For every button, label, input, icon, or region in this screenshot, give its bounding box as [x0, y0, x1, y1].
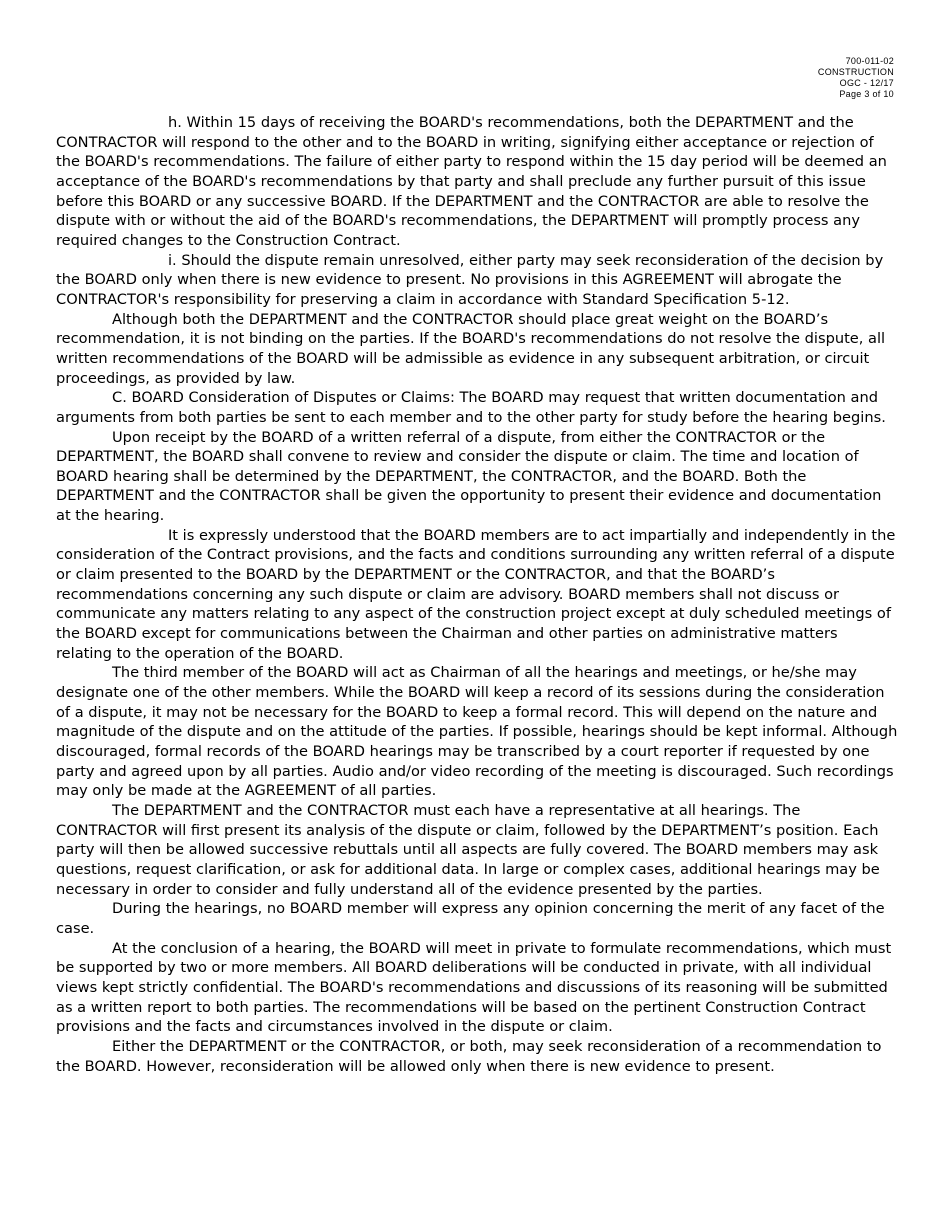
form-number: 700-011-02 [845, 56, 894, 66]
paragraph-no-opinion: During the hearings, no BOARD member will express any opinion concerning the merit of any facet of the case. [56, 900, 885, 937]
form-revision: OGC - 12/17 [839, 78, 894, 88]
paragraph-hearings: The DEPARTMENT and the CONTRACTOR must each have a representative at all hearings. The CONTRACTOR will first present its analysis of the dispute or claim, followed by the DEPARTMENT’s position. Each party will then be allowed successive rebuttals until all aspects are fully covered. The BOARD members may ask questions, request clarification, or ask for additional data. In large or complex cases, additional hearings may be necessary in order to consider and fully understand all of the evidence presented by the parties. [56, 801, 880, 898]
paragraph-seek-reconsideration: Either the DEPARTMENT or the CONTRACTOR, or both, may seek reconsideration of a recommendation to the BOARD. However, reconsideration will be allowed only when there is new evidence to present. [56, 1037, 882, 1075]
paragraph-h-board-response: h. Within 15 days of receiving the BOARD's recommendations, both the DEPARTMENT and the CONTRACTOR will respond to the other and to the BOARD in writing, signifying either acceptance or rejection of the BOARD's recommendations. The failure of either party to respond within the 15 day period will be deemed an acceptance of the BOARD's recommendations by that party and shall preclude any further pursuit of this issue before this BOARD or any successive BOARD. If the DEPARTMENT and the CONTRACTOR are able to resolve the dispute with or without the aid of the BOARD's recommendations, the DEPARTMENT will promptly process any required changes to the Construction Contract. [56, 114, 887, 249]
paragraph-chairman: The third member of the BOARD will act as Chairman of all the hearings and meetings, or he/she may designate one of the other members. While the BOARD will keep a record of its sessions during the consideration of a dispute, it may not be necessary for the BOARD to keep a formal record. This will depend on the nature and magnitude of the dispute and on the attitude of the parties. If possible, hearings should be kept informal. Although discouraged, formal records of the BOARD hearings may be transcribed by a court reporter if requested by one party and agreed upon by all parties. Audio and/or video recording of the meeting is discouraged. Such recordings may only be made at the AGREEMENT of all parties. [56, 664, 898, 800]
paragraph-c-consideration: C. BOARD Consideration of Disputes or Claims: The BOARD may request that written documentation and arguments from both parties be sent to each member and to the other party for study before the hearing begins. [56, 389, 886, 426]
form-category: CONSTRUCTION [817, 67, 894, 77]
paragraph-i-reconsideration: i. Should the dispute remain unresolved, either party may seek reconsideration of the decision by the BOARD only when there is new evidence to present. No provisions in this AGREEMENT will abrogate the CONTRACTOR's responsibility for preserving a claim in accordance with Standard Specification 5-12. [56, 251, 884, 308]
document-body [56, 113, 898, 1076]
paragraph-deliberations: At the conclusion of a hearing, the BOARD will meet in private to formulate recommendations, which must be supported by two or more members. All BOARD deliberations will be conducted in private, with all individual views kept strictly confidential. The BOARD's recommendations and discussions of its reasoning will be submitted as a written report to both parties. The recommendations will be based on the pertinent Construction Contract provisions and the facts and circumstances involved in the dispute or claim. [56, 939, 892, 1036]
page-number: Page 3 of 10 [839, 89, 894, 99]
paragraph-impartiality: It is expressly understood that the BOARD members are to act impartially and independently in the consideration of the Contract provisions, and the facts and conditions surrounding any written referral of a dispute or claim presented to the BOARD by the DEPARTMENT or the CONTRACTOR, and that the BOARD’s recommendations concerning any such dispute or claim are advisory. BOARD members shall not discuss or communicate any matters relating to any aspect of the construction project except at duly scheduled meetings of the BOARD except for communications between the Chairman and other parties on administrative matters relating to the operation of the BOARD. [56, 526, 896, 662]
paragraph-referral: Upon receipt by the BOARD of a written referral of a dispute, from either the CONTRACTOR or the DEPARTMENT, the BOARD shall convene to review and consider the dispute or claim. The time and location of BOARD hearing shall be determined by the DEPARTMENT, the CONTRACTOR, and the BOARD. Both the DEPARTMENT and the CONTRACTOR shall be given the opportunity to present their evidence and documentation at the hearing. [56, 428, 882, 525]
page-header [818, 56, 894, 100]
paragraph-not-binding: Although both the DEPARTMENT and the CONTRACTOR should place great weight on the BOARD’s recommendation, it is not binding on the parties. If the BOARD's recommendations do not resolve the dispute, all written recommendations of the BOARD will be admissible as evidence in any subsequent arbitration, or circuit proceedings, as provided by law. [56, 310, 886, 387]
